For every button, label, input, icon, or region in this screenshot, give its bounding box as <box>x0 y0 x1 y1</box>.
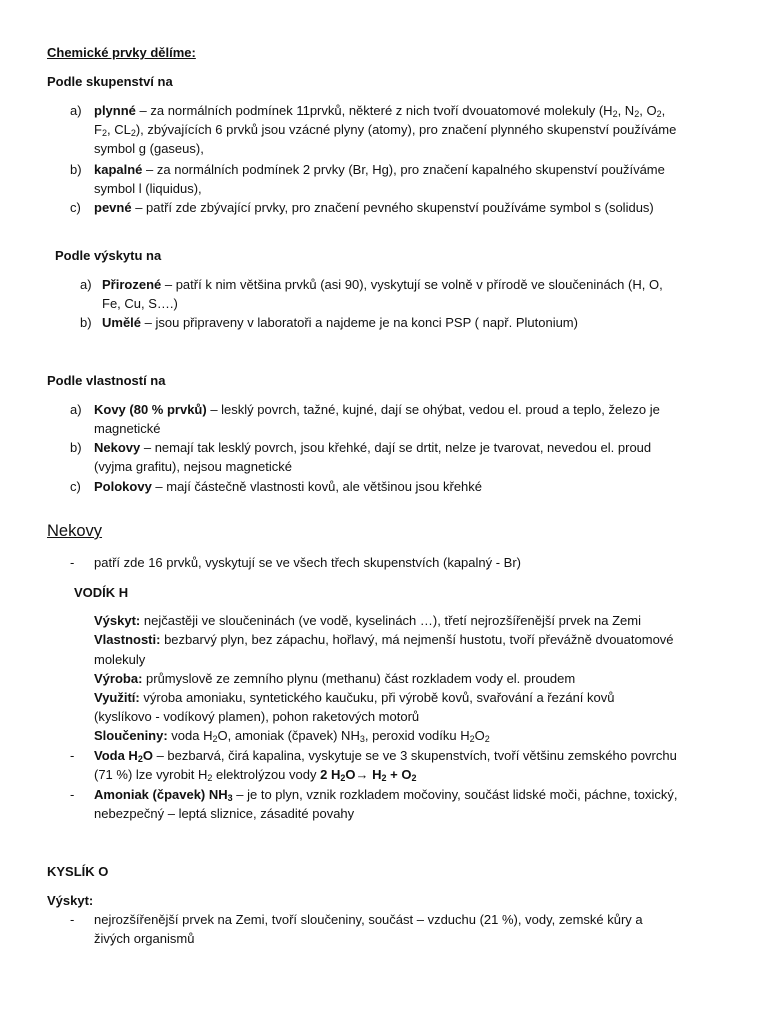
list-item-prirozene: Přirozené – patří k nim většina prvků (asi 90), vyskytují se volně v přírodě ve sloučeninách (H, O, <box>102 277 663 292</box>
list-marker: b) <box>80 315 92 330</box>
list-item-kapalne: kapalné – za normálních podmínek 2 prvky (Br, Hg), pro značení kapalného skupenství používáme <box>94 162 665 177</box>
list-marker: b) <box>70 162 82 177</box>
list-item-continuation: magnetické <box>94 421 161 436</box>
list-item-kovy: Kovy (80 % prvků) – lesklý povrch, tažné, kujné, dají se ohýbat, vedou el. proud a teplo, železo je <box>94 402 660 417</box>
document-title: Chemické prvky dělíme: <box>47 45 196 60</box>
kyslik-vyskyt-continuation: živých organismů <box>94 931 195 946</box>
list-item-continuation: $F_2$, $CL_2$), zbývajících 6 prvků jsou vzácné plyny (atomy), pro značení plynného skupenství používáme <box>94 122 677 138</box>
vodik-vlastnosti: Vlastnosti: bezbarvý plyn, bez zápachu, hořlavý, má nejmenší hustotu, tvoří převážně dvouatomové <box>94 632 674 647</box>
list-item-nekovy: Nekovy – nemají tak lesklý povrch, jsou křehké, dají se drtit, nelze je tvarovat, nevedou el. proud <box>94 440 652 455</box>
list-marker: c) <box>70 200 81 215</box>
vodik-voda: Voda $H_2O$ – bezbarvá, čirá kapalina, vyskytuje se ve 3 skupenstvích, tvoří většinu zemského povrchu <box>94 748 677 764</box>
heading-nekovy: Nekovy <box>47 522 103 540</box>
section-heading-vyskytu: Podle výskytu na <box>55 248 162 263</box>
section-heading-vlastnosti: Podle vlastností na <box>47 373 166 388</box>
heading-vodik: VODÍK H <box>74 585 129 600</box>
heading-kyslik: KYSLÍK O <box>47 864 109 879</box>
vodik-vlastnosti-continuation: molekuly <box>94 652 146 667</box>
list-marker: a) <box>80 277 92 292</box>
list-marker: a) <box>70 103 82 118</box>
vodik-amoniak: Amoniak (čpavek) $NH_3$ – je to plyn, vznik rozkladem močoviny, součást lidské moči, páchne, toxický, <box>94 787 678 803</box>
nekovy-intro: patří zde 16 prvků, vyskytují se ve všech třech skupenstvích (kapalný - Br) <box>94 555 522 570</box>
dash-marker: - <box>70 787 75 802</box>
arrow-right-icon: → <box>355 767 369 782</box>
list-item-plynne: plynné – za normálních podmínek 11prvků, některé z nich tvoří dvouatomové molekuly ($H_2$, $N_2$, $O_2$, <box>94 103 666 119</box>
dash-marker: - <box>70 748 75 763</box>
list-marker: a) <box>70 402 82 417</box>
list-marker: b) <box>70 440 82 455</box>
list-item-continuation: Fe, Cu, S….) <box>102 296 178 311</box>
list-item-continuation: symbol l (liquidus), <box>94 181 202 196</box>
dash-marker: - <box>70 555 75 570</box>
vodik-voda-continuation: (71 %) lze vyrobit $H_2$ elektrolýzou vody 2 $H_2O\to H_2 + O_2$ <box>94 767 417 783</box>
list-item-polokovy: Polokovy – mají částečně vlastnosti kovů, ale většinou jsou křehké <box>94 479 483 494</box>
list-item-umele: Umělé – jsou připraveny v laboratoři a najdeme je na konci PSP ( např. Plutonium) <box>102 315 578 330</box>
vodik-vyuziti: Využití: výroba amoniaku, syntetického kaučuku, při výrobě kovů, svařování a řezání kovů <box>94 690 615 705</box>
kyslik-vyskyt-text: nejrozšířenější prvek na Zemi, tvoří sloučeniny, součást – vzduchu (21 %), vody, zemské kůry a <box>94 912 643 927</box>
vodik-vyroba: Výroba: průmyslově ze zemního plynu (methanu) část rozkladem vody el. proudem <box>94 671 576 686</box>
dash-marker: - <box>70 912 75 927</box>
section-heading-skupenstvi: Podle skupenství na <box>47 74 173 89</box>
vodik-vyuziti-continuation: (kyslíkovo - vodíkový plamen), pohon raketových motorů <box>94 709 420 724</box>
vodik-amoniak-continuation: nebezpečný – leptá sliznice, zásadité povahy <box>94 806 355 821</box>
list-marker: c) <box>70 479 81 494</box>
kyslik-vyskyt-label: Výskyt: <box>47 893 94 908</box>
list-item-continuation: (vyjma grafitu), nejsou magnetické <box>94 459 292 474</box>
list-item-pevne: pevné – patří zde zbývající prvky, pro značení pevného skupenství používáme symbol s (solidus) <box>94 200 654 215</box>
list-item-continuation: symbol g (gaseus), <box>94 141 204 156</box>
vodik-vyskyt: Výskyt: nejčastěji ve sloučeninách (ve vodě, kyselinách …), třetí nejrozšířenější prvek na Zemi <box>94 613 641 628</box>
vodik-sloucceniny: Sloučeniny: voda $H_2O$, amoniak (čpavek) $NH_3$, peroxid vodíku $H_2O_2$ <box>94 728 490 744</box>
